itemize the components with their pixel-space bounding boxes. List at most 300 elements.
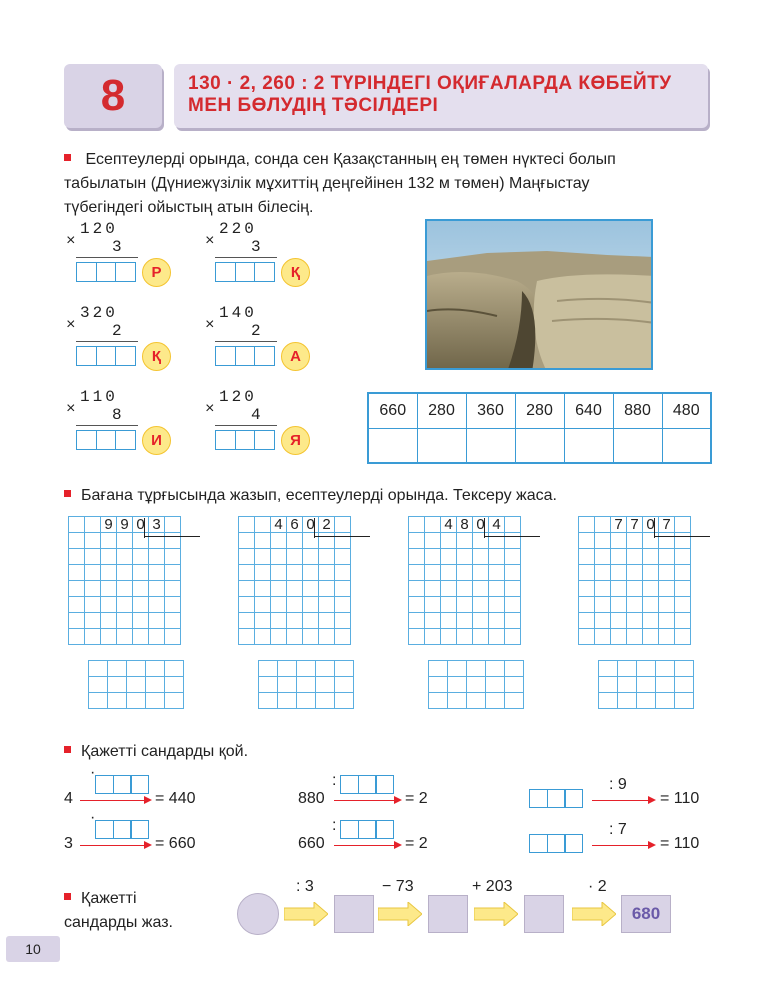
grid-cell[interactable]: [505, 549, 521, 565]
grid-cell[interactable]: [287, 549, 303, 565]
grid-cell[interactable]: [239, 581, 255, 597]
grid-cell[interactable]: [409, 597, 425, 613]
grid-cell[interactable]: [611, 581, 627, 597]
grid-cell[interactable]: [303, 549, 319, 565]
grid-cell[interactable]: [425, 613, 441, 629]
grid-cell[interactable]: [278, 661, 297, 677]
grid-cell[interactable]: [127, 661, 146, 677]
grid-cell[interactable]: [271, 533, 287, 549]
grid-cell[interactable]: [448, 677, 467, 693]
grid-cell[interactable]: [656, 661, 675, 677]
grid-cell[interactable]: [618, 661, 637, 677]
grid-cell[interactable]: [69, 613, 85, 629]
grid-cell[interactable]: [287, 613, 303, 629]
grid-cell[interactable]: [675, 693, 694, 709]
letter-badge: Р: [142, 258, 171, 287]
grid-cell[interactable]: [69, 581, 85, 597]
grid-cell[interactable]: [675, 677, 694, 693]
grid-cell[interactable]: [108, 693, 127, 709]
grid-cell[interactable]: [271, 597, 287, 613]
letter-cell[interactable]: [368, 428, 417, 463]
grid-cell[interactable]: [595, 597, 611, 613]
grid-cell[interactable]: [675, 661, 694, 677]
grid-cell[interactable]: [599, 661, 618, 677]
grid-cell[interactable]: [89, 693, 108, 709]
grid-cell[interactable]: [579, 613, 595, 629]
grid-cell[interactable]: [505, 533, 521, 549]
grid-cell[interactable]: [297, 693, 316, 709]
eq-answer-box[interactable]: [529, 834, 582, 853]
grid-cell[interactable]: [675, 581, 691, 597]
grid-cell[interactable]: [643, 549, 659, 565]
grid-cell[interactable]: [611, 613, 627, 629]
answer-cells[interactable]: [76, 430, 135, 450]
grid-cell[interactable]: [287, 533, 303, 549]
grid-cell[interactable]: [85, 581, 101, 597]
grid-cell[interactable]: [429, 661, 448, 677]
grid-cell[interactable]: [146, 677, 165, 693]
grid-cell[interactable]: [675, 613, 691, 629]
grid-cell[interactable]: [101, 613, 117, 629]
grid-cell[interactable]: [271, 549, 287, 565]
grid-cell[interactable]: [457, 549, 473, 565]
grid-cell[interactable]: [473, 613, 489, 629]
grid-cell[interactable]: [675, 629, 691, 645]
grid-cell[interactable]: [659, 613, 675, 629]
answer-cells[interactable]: [215, 430, 274, 450]
division-digit: 0: [643, 517, 659, 533]
grid-cell[interactable]: [149, 613, 165, 629]
grid-cell[interactable]: [117, 597, 133, 613]
grid-cell[interactable]: [278, 677, 297, 693]
grid-cell[interactable]: [89, 677, 108, 693]
letter-cell[interactable]: [662, 428, 711, 463]
grid-cell[interactable]: [149, 549, 165, 565]
grid-cell[interactable]: [316, 661, 335, 677]
grid-cell[interactable]: [505, 565, 521, 581]
grid-cell[interactable]: [165, 565, 181, 581]
grid-cell[interactable]: [505, 581, 521, 597]
grid-cell[interactable]: [611, 549, 627, 565]
grid-cell[interactable]: [425, 597, 441, 613]
grid-cell[interactable]: [316, 693, 335, 709]
eq-right: = 440: [155, 790, 196, 807]
grid-cell[interactable]: [579, 597, 595, 613]
grid-cell[interactable]: [425, 517, 441, 533]
answer-cells[interactable]: [215, 346, 274, 366]
grid-cell[interactable]: [239, 533, 255, 549]
check-grid[interactable]: [428, 660, 524, 709]
grid-cell[interactable]: [643, 613, 659, 629]
grid-cell[interactable]: [239, 517, 255, 533]
grid-cell[interactable]: [425, 533, 441, 549]
grid-cell[interactable]: [127, 677, 146, 693]
grid-cell[interactable]: [303, 613, 319, 629]
grid-cell[interactable]: [165, 613, 181, 629]
grid-cell[interactable]: [259, 693, 278, 709]
grid-cell[interactable]: [133, 581, 149, 597]
grid-cell[interactable]: [595, 549, 611, 565]
grid-cell[interactable]: [441, 581, 457, 597]
grid-cell[interactable]: [467, 693, 486, 709]
grid-cell[interactable]: [303, 597, 319, 613]
grid-cell[interactable]: [101, 597, 117, 613]
grid-cell[interactable]: [675, 533, 691, 549]
answer-cells[interactable]: [76, 346, 135, 366]
grid-cell[interactable]: [441, 533, 457, 549]
grid-cell[interactable]: [595, 517, 611, 533]
grid-cell[interactable]: [117, 549, 133, 565]
grid-cell[interactable]: [637, 677, 656, 693]
grid-cell[interactable]: [627, 629, 643, 645]
letter-cell[interactable]: [564, 428, 613, 463]
grid-cell[interactable]: [675, 565, 691, 581]
grid-cell[interactable]: [429, 677, 448, 693]
grid-cell[interactable]: [409, 629, 425, 645]
answer-cells[interactable]: [215, 262, 274, 282]
grid-cell[interactable]: [133, 549, 149, 565]
grid-cell[interactable]: [133, 597, 149, 613]
grid-cell[interactable]: [457, 629, 473, 645]
grid-cell[interactable]: [505, 613, 521, 629]
grid-cell[interactable]: [85, 517, 101, 533]
grid-cell[interactable]: [611, 533, 627, 549]
grid-cell[interactable]: [473, 581, 489, 597]
letter-cell[interactable]: [515, 428, 564, 463]
grid-cell[interactable]: [505, 597, 521, 613]
grid-cell[interactable]: [335, 629, 351, 645]
grid-cell[interactable]: [117, 613, 133, 629]
grid-cell[interactable]: [255, 549, 271, 565]
grid-cell[interactable]: [489, 613, 505, 629]
grid-cell[interactable]: [335, 661, 354, 677]
grid-cell[interactable]: [489, 533, 505, 549]
grid-cell[interactable]: [473, 597, 489, 613]
grid-cell[interactable]: [149, 629, 165, 645]
grid-cell[interactable]: [165, 629, 181, 645]
grid-cell[interactable]: [165, 677, 184, 693]
grid-cell[interactable]: [643, 533, 659, 549]
chain-box[interactable]: [428, 895, 468, 933]
grid-cell[interactable]: [675, 549, 691, 565]
grid-cell[interactable]: [165, 533, 181, 549]
grid-cell[interactable]: [643, 581, 659, 597]
grid-cell[interactable]: [611, 597, 627, 613]
grid-cell[interactable]: [579, 533, 595, 549]
grid-cell[interactable]: [659, 597, 675, 613]
grid-cell[interactable]: [335, 565, 351, 581]
grid-cell[interactable]: [165, 693, 184, 709]
grid-cell[interactable]: [335, 597, 351, 613]
grid-cell[interactable]: [85, 629, 101, 645]
grid-cell[interactable]: [165, 661, 184, 677]
grid-cell[interactable]: [101, 549, 117, 565]
grid-cell[interactable]: [255, 565, 271, 581]
grid-cell[interactable]: [69, 549, 85, 565]
grid-cell[interactable]: [656, 693, 675, 709]
grid-cell[interactable]: [69, 629, 85, 645]
grid-cell[interactable]: [239, 597, 255, 613]
letter-cell[interactable]: [417, 428, 466, 463]
grid-cell[interactable]: [429, 693, 448, 709]
letter-cell[interactable]: [466, 428, 515, 463]
grid-cell[interactable]: [69, 597, 85, 613]
grid-cell[interactable]: [441, 629, 457, 645]
grid-cell[interactable]: [448, 693, 467, 709]
grid-cell[interactable]: [618, 677, 637, 693]
grid-cell[interactable]: [486, 693, 505, 709]
grid-cell[interactable]: [133, 565, 149, 581]
grid-cell[interactable]: [595, 533, 611, 549]
grid-cell[interactable]: [618, 693, 637, 709]
grid-cell[interactable]: [627, 533, 643, 549]
grid-cell[interactable]: [675, 517, 691, 533]
chain-box[interactable]: [334, 895, 374, 933]
grid-cell[interactable]: [457, 613, 473, 629]
grid-cell[interactable]: [409, 533, 425, 549]
grid-cell[interactable]: [473, 629, 489, 645]
chain-box[interactable]: [524, 895, 564, 933]
grid-cell[interactable]: [489, 581, 505, 597]
grid-cell[interactable]: [101, 629, 117, 645]
grid-cell[interactable]: [108, 677, 127, 693]
grid-cell[interactable]: [627, 565, 643, 581]
grid-cell[interactable]: [146, 661, 165, 677]
grid-cell[interactable]: [599, 677, 618, 693]
grid-cell[interactable]: [505, 677, 524, 693]
grid-cell[interactable]: [85, 565, 101, 581]
grid-cell[interactable]: [101, 565, 117, 581]
grid-cell[interactable]: [303, 533, 319, 549]
grid-cell[interactable]: [627, 581, 643, 597]
grid-cell[interactable]: [595, 629, 611, 645]
grid-cell[interactable]: [489, 597, 505, 613]
grid-cell[interactable]: [579, 581, 595, 597]
grid-cell[interactable]: [239, 549, 255, 565]
grid-cell[interactable]: [579, 517, 595, 533]
check-grid[interactable]: [258, 660, 354, 709]
grid-cell[interactable]: [335, 581, 351, 597]
grid-cell[interactable]: [133, 613, 149, 629]
eq-answer-box[interactable]: [340, 775, 393, 794]
grid-cell[interactable]: [425, 565, 441, 581]
grid-cell[interactable]: [133, 533, 149, 549]
grid-cell[interactable]: [659, 629, 675, 645]
grid-cell[interactable]: [473, 549, 489, 565]
grid-cell[interactable]: [441, 613, 457, 629]
grid-cell[interactable]: [627, 549, 643, 565]
grid-cell[interactable]: [165, 597, 181, 613]
grid-cell[interactable]: [611, 565, 627, 581]
grid-cell[interactable]: [627, 597, 643, 613]
grid-cell[interactable]: [659, 533, 675, 549]
grid-cell[interactable]: [239, 565, 255, 581]
grid-cell[interactable]: [69, 517, 85, 533]
grid-cell[interactable]: [467, 677, 486, 693]
grid-cell[interactable]: [287, 597, 303, 613]
grid-cell[interactable]: [259, 677, 278, 693]
grid-cell[interactable]: [287, 629, 303, 645]
check-grid[interactable]: [598, 660, 694, 709]
letter-cell[interactable]: [613, 428, 662, 463]
grid-cell[interactable]: [659, 549, 675, 565]
grid-cell[interactable]: [165, 517, 181, 533]
grid-cell[interactable]: [319, 597, 335, 613]
grid-cell[interactable]: [656, 677, 675, 693]
grid-cell[interactable]: [643, 597, 659, 613]
eq-answer-box[interactable]: [95, 775, 148, 794]
grid-cell[interactable]: [489, 565, 505, 581]
table-row[interactable]: [368, 428, 711, 463]
grid-cell[interactable]: [117, 533, 133, 549]
grid-cell[interactable]: [316, 677, 335, 693]
grid-cell[interactable]: [85, 597, 101, 613]
grid-cell[interactable]: [255, 613, 271, 629]
grid-cell[interactable]: [579, 629, 595, 645]
grid-cell[interactable]: [425, 549, 441, 565]
check-grid[interactable]: [88, 660, 184, 709]
grid-cell[interactable]: [643, 565, 659, 581]
grid-cell[interactable]: [297, 661, 316, 677]
grid-cell[interactable]: [149, 597, 165, 613]
grid-cell[interactable]: [595, 565, 611, 581]
grid-cell[interactable]: [441, 597, 457, 613]
grid-cell[interactable]: [319, 565, 335, 581]
grid-cell[interactable]: [255, 517, 271, 533]
grid-cell[interactable]: [271, 565, 287, 581]
grid-cell[interactable]: [595, 581, 611, 597]
grid-cell[interactable]: [457, 565, 473, 581]
grid-cell[interactable]: [579, 565, 595, 581]
grid-cell[interactable]: [595, 613, 611, 629]
grid-cell[interactable]: [579, 549, 595, 565]
grid-cell[interactable]: [303, 629, 319, 645]
grid-cell[interactable]: [659, 581, 675, 597]
grid-cell[interactable]: [69, 565, 85, 581]
grid-cell[interactable]: [85, 549, 101, 565]
grid-cell[interactable]: [467, 661, 486, 677]
grid-cell[interactable]: [149, 533, 165, 549]
grid-cell[interactable]: [271, 613, 287, 629]
grid-cell[interactable]: [489, 549, 505, 565]
grid-cell[interactable]: [239, 629, 255, 645]
grid-cell[interactable]: [425, 581, 441, 597]
grid-cell[interactable]: [409, 517, 425, 533]
grid-cell[interactable]: [127, 693, 146, 709]
grid-cell[interactable]: [441, 549, 457, 565]
grid-cell[interactable]: [165, 581, 181, 597]
grid-cell[interactable]: [659, 565, 675, 581]
grid-cell[interactable]: [319, 581, 335, 597]
grid-cell[interactable]: [489, 629, 505, 645]
grid-cell[interactable]: [335, 677, 354, 693]
grid-cell[interactable]: [409, 613, 425, 629]
grid-cell[interactable]: [303, 581, 319, 597]
grid-cell[interactable]: [335, 613, 351, 629]
grid-cell[interactable]: [319, 613, 335, 629]
grid-cell[interactable]: [448, 661, 467, 677]
grid-cell[interactable]: [473, 565, 489, 581]
grid-cell[interactable]: [271, 629, 287, 645]
grid-cell[interactable]: [611, 629, 627, 645]
eq-answer-box[interactable]: [340, 820, 393, 839]
grid-cell[interactable]: [599, 693, 618, 709]
grid-cell[interactable]: [425, 629, 441, 645]
start-circle[interactable]: [237, 893, 279, 935]
grid-cell[interactable]: [149, 581, 165, 597]
grid-cell[interactable]: [85, 533, 101, 549]
grid-cell[interactable]: [473, 533, 489, 549]
grid-cell[interactable]: [85, 613, 101, 629]
grid-cell[interactable]: [149, 565, 165, 581]
eq-answer-box[interactable]: [95, 820, 148, 839]
grid-cell[interactable]: [165, 549, 181, 565]
grid-cell[interactable]: [409, 581, 425, 597]
grid-cell[interactable]: [643, 629, 659, 645]
grid-cell[interactable]: [69, 533, 85, 549]
grid-cell[interactable]: [287, 581, 303, 597]
grid-cell[interactable]: [108, 661, 127, 677]
grid-cell[interactable]: [297, 677, 316, 693]
answer-table: [367, 392, 712, 464]
grid-cell[interactable]: [89, 661, 108, 677]
grid-cell[interactable]: [505, 693, 524, 709]
grid-cell[interactable]: [319, 533, 335, 549]
grid-cell[interactable]: [117, 581, 133, 597]
grid-cell[interactable]: [675, 597, 691, 613]
grid-cell[interactable]: [255, 581, 271, 597]
grid-cell[interactable]: [255, 629, 271, 645]
grid-cell[interactable]: [505, 661, 524, 677]
grid-cell[interactable]: [486, 677, 505, 693]
grid-cell[interactable]: [409, 565, 425, 581]
grid-cell[interactable]: [278, 693, 297, 709]
grid-cell[interactable]: [637, 693, 656, 709]
grid-cell[interactable]: [627, 613, 643, 629]
answer-cells[interactable]: [76, 262, 135, 282]
grid-cell[interactable]: [271, 581, 287, 597]
grid-cell[interactable]: [133, 629, 149, 645]
grid-cell[interactable]: [117, 565, 133, 581]
grid-cell[interactable]: [319, 629, 335, 645]
grid-cell[interactable]: [457, 597, 473, 613]
grid-cell[interactable]: [441, 565, 457, 581]
grid-cell[interactable]: [319, 549, 335, 565]
grid-cell[interactable]: [303, 565, 319, 581]
grid-cell[interactable]: [255, 533, 271, 549]
grid-cell[interactable]: [637, 661, 656, 677]
grid-cell[interactable]: [335, 517, 351, 533]
eq-answer-box[interactable]: [529, 789, 582, 808]
grid-cell[interactable]: [505, 517, 521, 533]
grid-cell[interactable]: [335, 549, 351, 565]
grid-cell[interactable]: [457, 533, 473, 549]
grid-cell[interactable]: [287, 565, 303, 581]
grid-cell[interactable]: [117, 629, 133, 645]
grid-cell[interactable]: [146, 693, 165, 709]
grid-cell[interactable]: [101, 533, 117, 549]
grid-cell[interactable]: [409, 549, 425, 565]
grid-cell[interactable]: [457, 581, 473, 597]
grid-cell[interactable]: [255, 597, 271, 613]
grid-cell[interactable]: [239, 613, 255, 629]
grid-cell[interactable]: [101, 581, 117, 597]
grid-cell[interactable]: [505, 629, 521, 645]
grid-cell[interactable]: [335, 693, 354, 709]
grid-cell[interactable]: [335, 533, 351, 549]
grid-cell[interactable]: [259, 661, 278, 677]
grid-cell[interactable]: [486, 661, 505, 677]
